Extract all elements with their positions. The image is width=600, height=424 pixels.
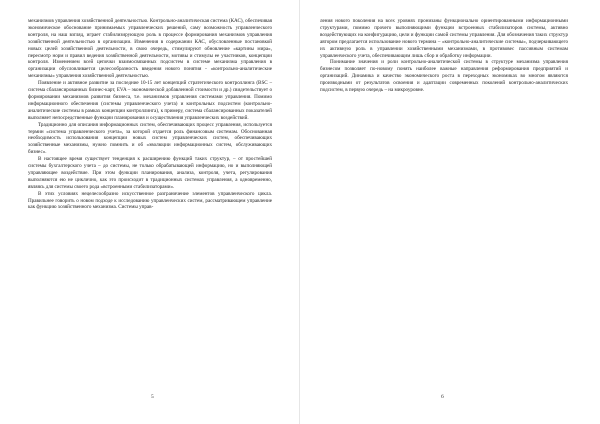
right-page bbox=[300, 0, 600, 424]
left-paragraph-3: Традиционно для описания информационных систем, обеспечивающих процесс управления, используется термин «система управленческого учета», за которой отдается роль финансовым системам. Обоснованная необходимость использования концепции новых систем управленческих систем, обеспечивающих хозяйственные механизмы, нужно помнить и об «эволюции информационных систем, обслуживающих бизнес». bbox=[28, 121, 272, 156]
right-page-text bbox=[320, 18, 568, 94]
left-paragraph-1: механизмов управления хозяйственной деятельностью. Контрольно-аналитическая система (КАС), обеспечивая экономическое обоснование принимаемых управленческих решений, саму возможность управленческого контроля, на наш взгляд, играет стабилизирующую роль в процессе формирования механизмов управления хозяйственной деятельностью в организации. Изменения в содержании КАС, обусловленные постановкой новых целей хозяйственной деятельности, в свою очередь, стимулируют обновление «картины мира», пересмотр норм и правил ведения хозяйственной деятельности, мотивы и стимулы ее участников, концепции контроля. Изменением всей цепочки взаимосвязанных подсистем в системе механизма управления в организации обусловливается целесообразность введения нового понятия - «контрольно-аналитические механизмы» управления хозяйственной деятельностью. bbox=[28, 18, 272, 80]
left-page-text bbox=[28, 18, 272, 211]
left-paragraph-2: Появление и активное развитие за последние 10-15 лет концепций стратегического контроллинга (BSC – система сбалансированных бизнес-карт, EVA – экономической добавленной стоимости и др.) свидетельствует о формировании механизмов развития бизнеса, т.е. механизмов управления системами управления. Помимо информационного обеспечения (системы управленческого учета) и контрольных подсистем (контрольно-аналитические системы в рамках концепции контроллинга), к примеру, система сбалансированных показателей выполняет непосредственные функции планирования и осуществления управленческих воздействий. bbox=[28, 80, 272, 121]
right-page-number: 6 bbox=[441, 394, 444, 400]
left-page-number: 5 bbox=[151, 394, 154, 400]
left-paragraph-4: В настоящее время существует тенденция к расширению функций таких структур, – от простейшей системы бухгалтерского учета – до системы, не только обрабатывающей информацию, но и выполняющей управляющее воздействие. При этом функции планирования, анализа, контроля, учета, регулирования выполняются ею не циклично, как это происходит в традиционных системах управления, а одновременно, являясь для системы своего рода «встроенными стабилизаторами». bbox=[28, 156, 272, 190]
left-paragraph-5: В этих условиях нецелесообразно искусственное разграничение элементов управленческого цикла. Правильнее говорить о новом подходе к исследованию управленческих систем, рассматривающем управление как функцию хозяйственного механизма. Системы управ- bbox=[28, 190, 272, 211]
right-paragraph-2: Понимание значения и роли контрольно-аналитической системы в структуре механизма управления бизнесом позволяет по-новому понять наиболее важные направления реформирования предприятий и организаций. Динамика и качество экономического роста в переходных экономиках во многом являются производными от результатов освоения и адаптации современных поколений контрольно-аналитических подсистем, в первую очередь – на микроуровне. bbox=[320, 59, 568, 94]
right-paragraph-1: ления нового поколения на всех уровнях пронизаны функционально ориентированными информационными структурами, помимо прочего выполняющими функции встроенных стабилизаторов системы, активно воздействующих на конфигурацию, цели и функции самой системы управления. Для обозначения таких структур автором предлагается использование нового термина – «контрольно-аналитические системы», подчеркивающего их активную роль в управлении хозяйственными механизмами, в противовес пассивным системам управленческого учета, обеспечивающим лишь сбор и обработку информации. bbox=[320, 18, 568, 59]
